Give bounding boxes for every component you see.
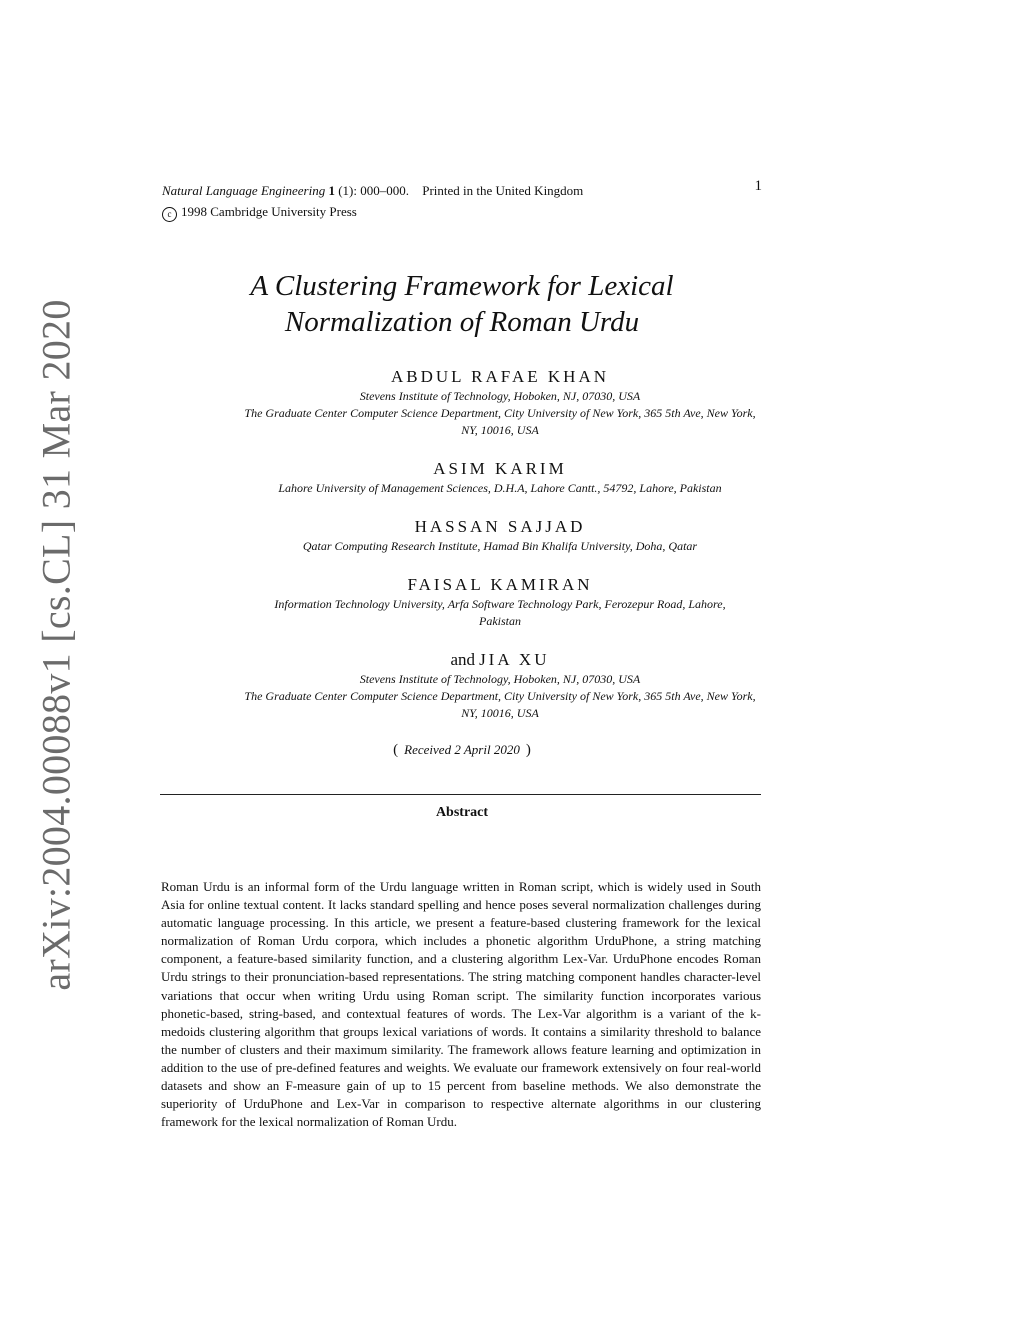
author-block [150, 458, 850, 497]
author-affiliation: NY, 10016, USA [461, 706, 539, 720]
author-block [150, 516, 850, 555]
author-affiliation: The Graduate Center Computer Science Department, City University of New York, 365 5th Ave, New York, [244, 689, 756, 703]
copyright-line [162, 201, 762, 222]
author-affiliation: The Graduate Center Computer Science Department, City University of New York, 365 5th Ave, New York, [244, 406, 756, 420]
author-block [150, 366, 850, 439]
author-affiliation: Pakistan [479, 614, 521, 628]
author-block [150, 574, 850, 630]
author-affiliation: Stevens Institute of Technology, Hoboken, NJ, 07030, USA [359, 389, 641, 403]
and-word: and [450, 650, 476, 669]
journal-line [162, 180, 762, 201]
abstract-heading: Abstract [435, 805, 489, 820]
received-open-paren: ( [393, 742, 399, 758]
author-name: ABDUL RAFAE KHAN [391, 367, 609, 386]
author-name: FAISAL KAMIRAN [407, 575, 593, 594]
printed-location: Printed in the United Kingdom [422, 183, 584, 198]
author-affiliation: Stevens Institute of Technology, Hoboken, NJ, 07030, USA [359, 672, 641, 686]
journal-name: Natural Language Engineering [162, 183, 326, 198]
author-name: ASIM KARIM [433, 459, 567, 478]
horizontal-rule [160, 794, 761, 795]
received-close-paren: ) [525, 742, 531, 758]
journal-header [162, 180, 762, 222]
copyright-text: 1998 Cambridge University Press [181, 204, 357, 219]
copyright-icon: c [162, 207, 177, 222]
author-name: JIA XU [479, 650, 550, 669]
received-text: Received 2 April 2020 [404, 742, 520, 757]
author-affiliation: NY, 10016, USA [461, 423, 539, 437]
arxiv-sidebar-stamp: arXiv:2004.00088v1 [cs.CL] 31 Mar 2020 [33, 299, 79, 991]
page-number: 1 [754, 178, 762, 194]
journal-issue-pages: (1): 000–000. [334, 183, 409, 198]
author-affiliation: Qatar Computing Research Institute, Hamad Bin Khalifa University, Doha, Qatar [302, 539, 698, 553]
author-list [150, 366, 850, 741]
paper-title [162, 268, 762, 340]
journal-volume: 1 [328, 183, 335, 198]
author-affiliation: Information Technology University, Arfa Software Technology Park, Ferozepur Road, Lahore, [274, 597, 726, 611]
title-line-2: Normalization of Roman Urdu [284, 306, 640, 338]
author-name: HASSAN SAJJAD [414, 517, 586, 536]
author-block [150, 649, 850, 722]
title-line-1: A Clustering Framework for Lexical [250, 270, 674, 302]
abstract-body: Roman Urdu is an informal form of the Urdu language written in Roman script, which is widely used in South Asia for online textual content. It lacks standard spelling and hence poses several normalization challenges during automatic language processing. In this article, we present a feature-based clustering framework for the lexical normalization of Roman Urdu corpora, which includes a phonetic algorithm UrduPhone, a string matching component, a feature-based similarity function, and a clustering algorithm Lex-Var. UrduPhone encodes Roman Urdu strings to their pronunciation-based representations. The string matching component handles character-level variations that occur when writing Urdu using Roman script. The similarity function incorporates various phonetic-based, string-based, and contextual features of words. The Lex-Var algorithm is a variant of the k-medoids clustering algorithm that groups lexical variations of words. It contains a similarity threshold to balance the number of clusters and their maximum similarity. The framework allows feature learning and optimization in addition to the use of pre-defined features and weights. We evaluate our framework extensively on four real-world datasets and show an F-measure gain of up to 15 percent from baseline methods. We also demonstrate the superiority of UrduPhone and Lex-Var in comparison to respective alternate algorithms in our clustering framework for the lexical normalization of Roman Urdu. [161, 879, 761, 1130]
author-affiliation: Lahore University of Management Sciences, D.H.A, Lahore Cantt., 54792, Lahore, Pakistan [278, 481, 722, 495]
received-date [162, 742, 762, 759]
author-name-line [150, 649, 850, 671]
